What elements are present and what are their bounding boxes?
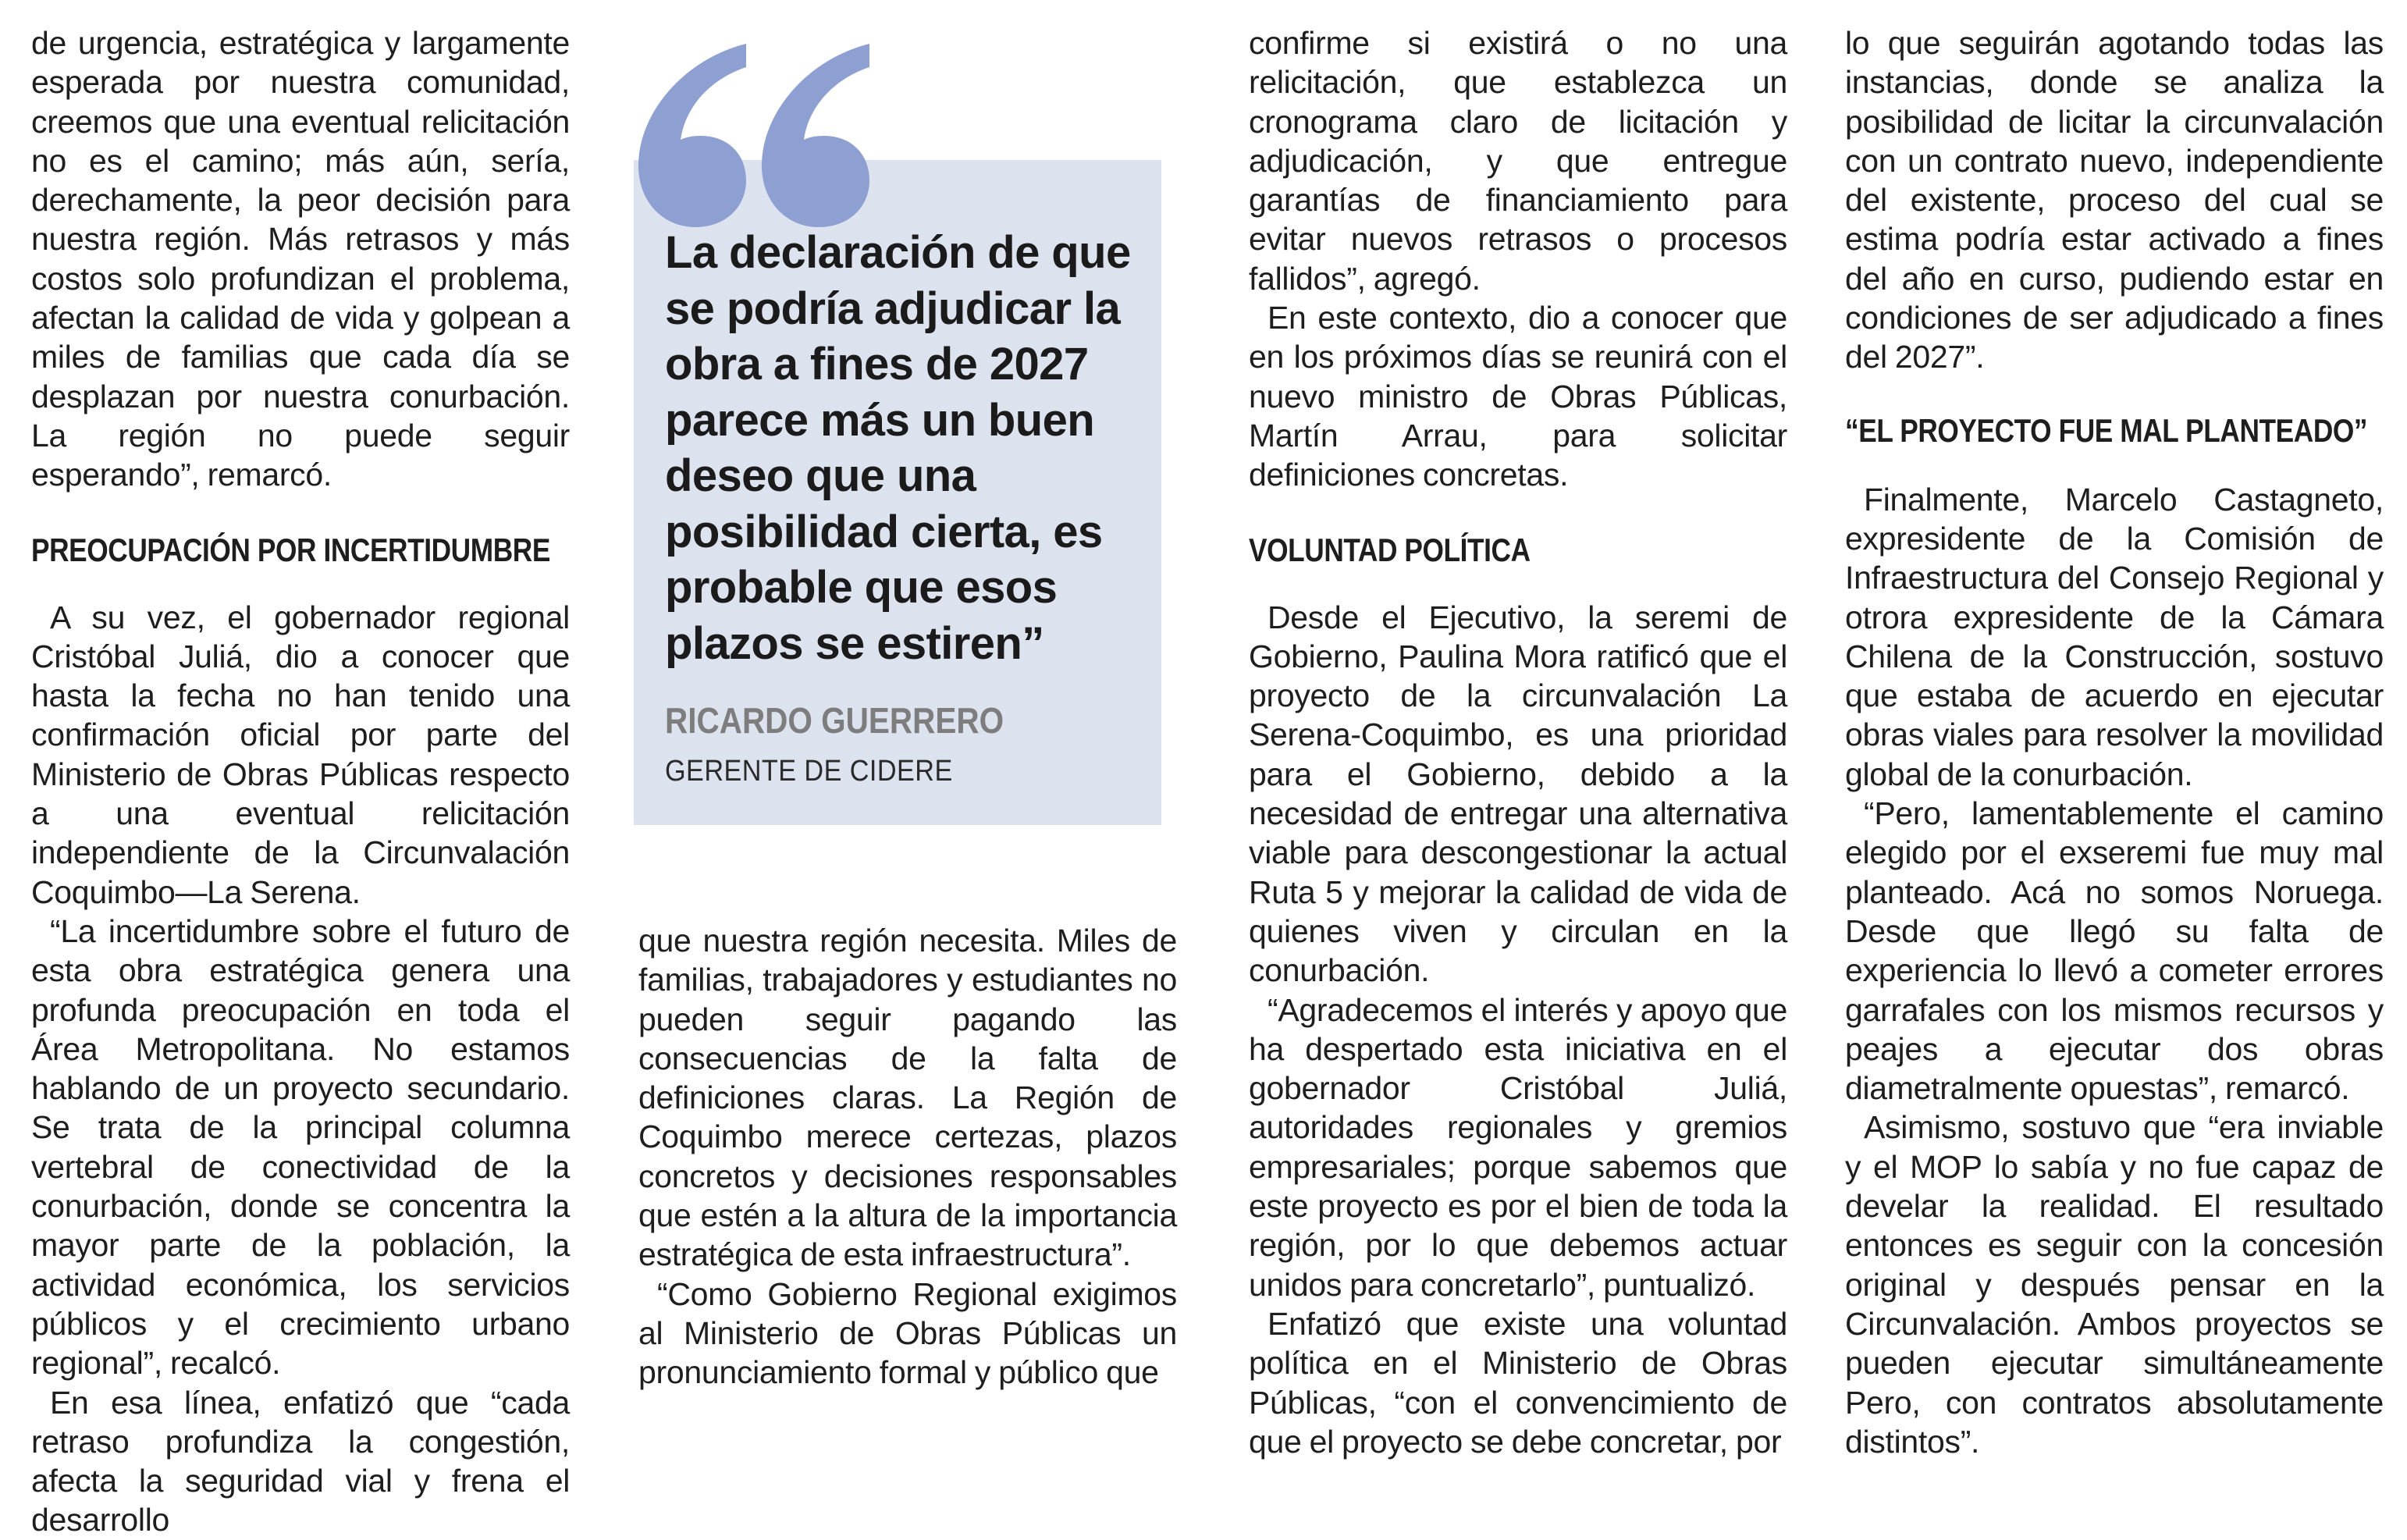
section-heading: VOLUNTAD POLÍTICA xyxy=(1249,531,1531,568)
paragraph: A su vez, el gobernador regional Cristóbal Juliá, dio a conocer que hasta la fecha no han tenido una confirmación oficial por parte del Ministerio de Obras Públicas respecto a una eventual relicitación independiente de la Circunvalación Coquimbo—La Serena. xyxy=(31,599,570,910)
paragraph: “La incertidumbre sobre el futuro de esta obra estratégica genera una profunda preocupación en toda el Área Metropolitana. No estamos hablando de un proyecto secundario. Se trata de la principal columna vertebral de conectividad de la conurbación, donde se concentra la mayor parte de la población, la actividad económica, los servicios públicos y el crecimiento urbano regional”, recalcó. xyxy=(31,912,570,1382)
paragraph: “Como Gobierno Regional exigimos al Ministerio de Obras Públicas un pronunciamiento formal y público que xyxy=(638,1275,1177,1391)
paragraph: En este contexto, dio a conocer que en los próximos días se reunirá con el nuevo ministro de Obras Públicas, Martín Arrau, para solicitar definiciones concretas. xyxy=(1249,300,1787,493)
paragraph: Enfatizó que existe una voluntad política en el Ministerio de Obras Públicas, “con el convencimiento de que el proyecto se debe concretar, por xyxy=(1249,1305,1787,1460)
paragraph: confirme si existirá o no una relicitación, que establezca un cronograma claro de licitación y adjudicación, y que entregue garantías de financiamiento para evitar nuevos retrasos o procesos fallidos”, agregó. xyxy=(1249,25,1787,297)
paragraph: “Pero, lamentablemente el camino elegido por el exseremi fue muy mal planteado. Acá no somos Noruega. Desde que llegó su falta de experiencia lo llevó a cometer errores garrafales con los mismos recursos y peajes a ejecutar dos obras diametralmente opuestas”, remarcó. xyxy=(1845,795,2384,1107)
quotation-mark-icon xyxy=(629,28,879,231)
paragraph: de urgencia, estratégica y largamente esperada por nuestra comunidad, creemos que una eventual relicitación no es el camino; más aún, sería, derechamente, la peor decisión para nuestra región. Más retrasos y más costos solo profundizan el problema, afectan la calidad de vida y golpean a miles de familias que cada día se desplazan por nuestra conurbación. La región no puede seguir esperando”, remarcó. xyxy=(31,25,570,493)
paragraph: “Agradecemos el interés y apoyo que ha despertado esta iniciativa en el gobernador Cristóbal Juliá, autoridades regionales y gremios empresariales; porque sabemos que este proyecto es por el bien de toda la región, por lo que debemos actuar unidos para concretarlo”, puntualizó. xyxy=(1249,991,1787,1303)
quote-author-role: GERENTE DE CIDERE xyxy=(665,755,953,788)
section-heading: PREOCUPACIÓN POR INCERTIDUMBRE xyxy=(31,531,550,568)
paragraph: Desde el Ejecutivo, la seremi de Gobierno, Paulina Mora ratificó que el proyecto de la circunvalación La Serena-Coquimbo, es una prioridad para el Gobierno, debido a la necesidad de entregar una alternativa viable para descongestionar la actual Ruta 5 y mejorar la calidad de vida de quienes viven y circulan en la conurbación. xyxy=(1249,599,1787,989)
quote-author: RICARDO GUERRERO xyxy=(665,700,1004,741)
paragraph: Asimismo, sostuvo que “era inviable y el MOP lo sabía y no fue capaz de develar la realidad. El resultado entonces es seguir con la concesión original y después pensar en la Circunvalación. Ambos proyectos se pueden ejecutar simultáneamente Pero, con contratos absolutamente distintos”. xyxy=(1845,1109,2384,1460)
article-column-4 xyxy=(1845,23,2384,1461)
paragraph: que nuestra región necesita. Miles de familias, trabajadores y estudiantes no pueden seguir pagando las consecuencias de la falta de definiciones claras. La Región de Coquimbo merece certezas, plazos concretos y decisiones responsables que estén a la altura de la importancia estratégica de esta infraestructura”. xyxy=(638,923,1177,1273)
paragraph: Finalmente, Marcelo Castagneto, expresidente de la Comisión de Infraestructura del Consejo Regional y otrora expresidente de la Cámara Chilena de la Construcción, sostuvo que estaba de acuerdo en ejecutar obras viales para resolver la movilidad global de la conurbación. xyxy=(1845,481,2384,792)
article-column-2 xyxy=(638,921,1177,1392)
section-heading: “EL PROYECTO FUE MAL PLANTEADO” xyxy=(1845,411,2368,449)
article-column-1 xyxy=(31,23,570,1540)
paragraph: En esa línea, enfatizó que “cada retraso profundiza la congestión, afecta la seguridad vial y frena el desarrollo xyxy=(31,1384,570,1538)
pull-quote-text: La declaración de que se podría adjudicar la obra a fines de 2027 parece más un buen deseo que una posibilidad cierta, es probable que esos plazos se estiren” xyxy=(665,227,1131,669)
paragraph: lo que seguirán agotando todas las instancias, donde se analiza la posibilidad de licitar la circunvalación con un contrato nuevo, independiente del existente, proceso del cual se estima podría estar activado a fines del año en curso, pudiendo estar en condiciones de ser adjudicado a fines del 2027”. xyxy=(1845,25,2384,375)
article-column-3 xyxy=(1249,23,1787,1461)
